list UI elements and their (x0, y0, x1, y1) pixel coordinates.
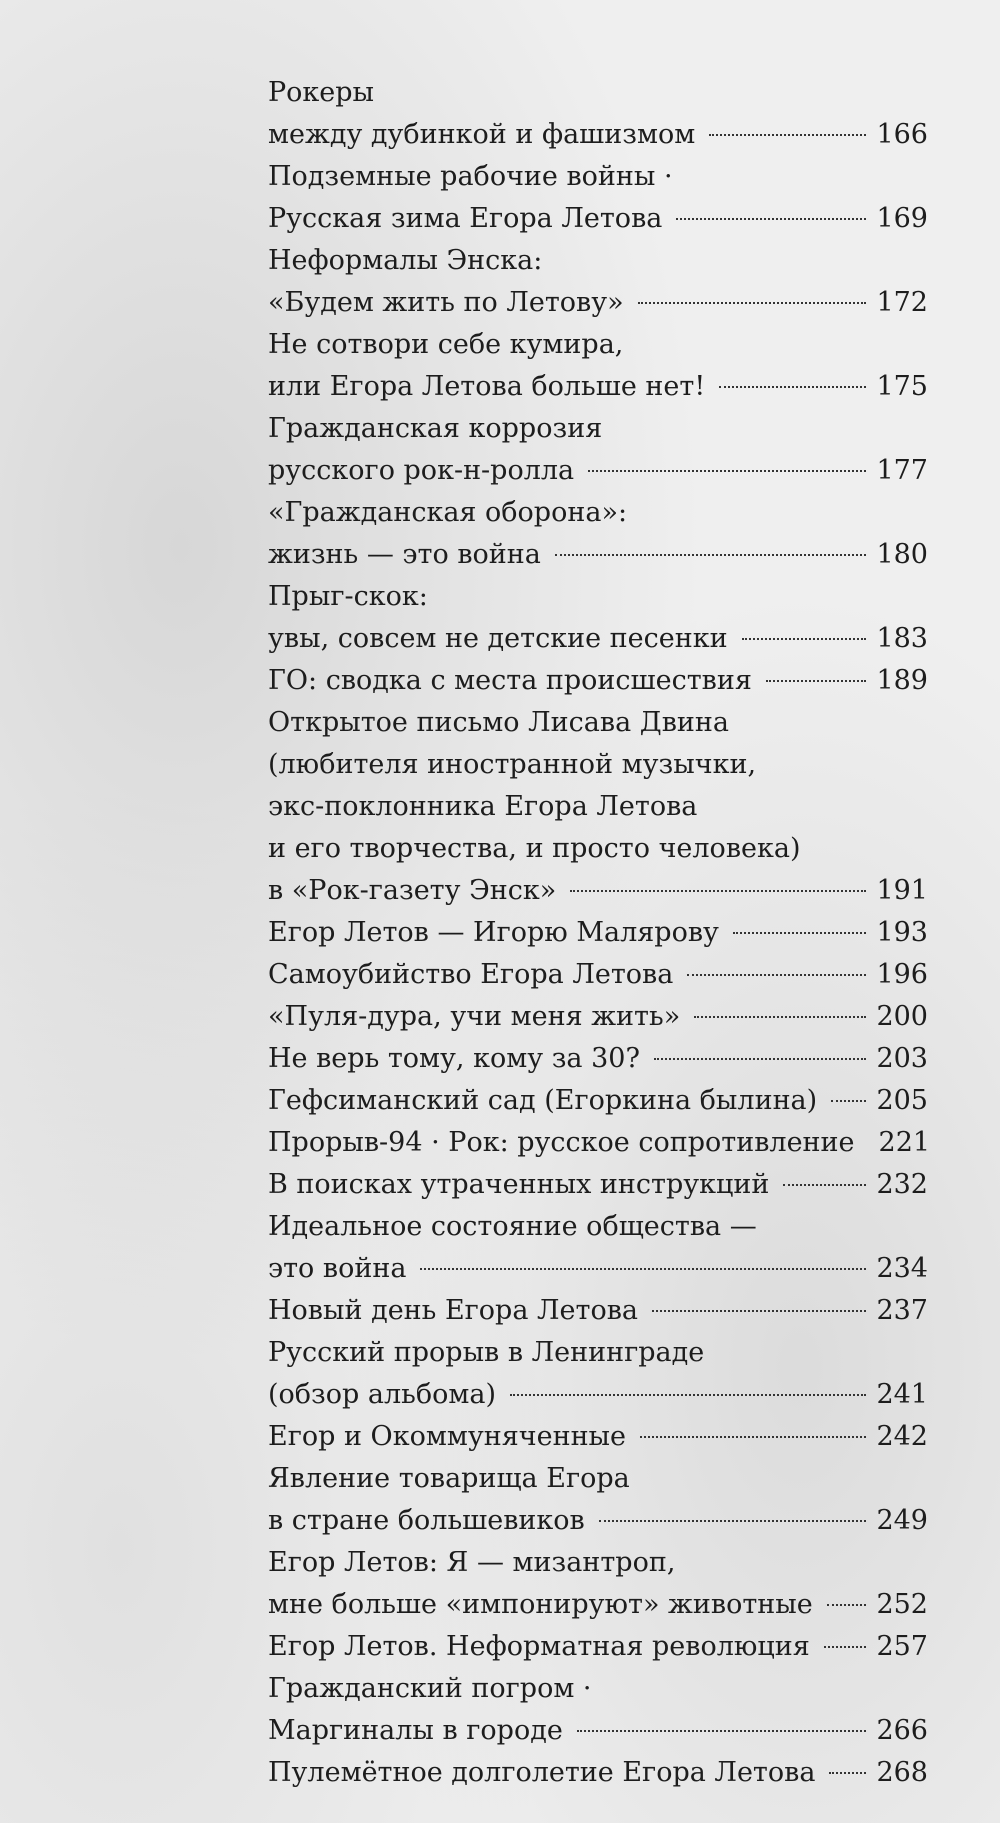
toc-entry-line (268, 114, 928, 156)
toc-entry-line (268, 1206, 928, 1248)
toc-page-number: 189 (876, 665, 928, 696)
dot-leader (652, 1310, 866, 1312)
toc-entry-title: Не сотвори себе кумира, (268, 329, 624, 360)
toc-entry-title: Подземные рабочие войны · (268, 161, 673, 192)
dot-leader (638, 302, 867, 304)
toc-entry[interactable] (268, 1122, 931, 1164)
toc-entry-title: Рокеры (268, 77, 375, 108)
toc-entry-line (268, 450, 928, 492)
toc-entry[interactable] (268, 1038, 928, 1080)
toc-entry-line (268, 282, 928, 324)
toc-entry-title: Пулемётное долголетие Егора Летова (268, 1757, 816, 1788)
toc-entry-title: Егор Летов — Игорю Малярову (268, 917, 719, 948)
toc-entry-line (268, 72, 928, 114)
dot-leader (766, 680, 867, 682)
toc-entry[interactable] (268, 1206, 928, 1290)
toc-entry[interactable] (268, 1626, 928, 1668)
toc-entry-title: Гефсиманский сад (Егоркина былина) (268, 1085, 818, 1116)
toc-page-number: 241 (876, 1379, 928, 1410)
toc-page-number: 268 (876, 1757, 928, 1788)
toc-page-number: 232 (876, 1169, 928, 1200)
toc-page-number: 172 (876, 287, 928, 318)
dot-leader (709, 134, 866, 136)
dot-leader (654, 1058, 867, 1060)
toc-entry-line (268, 492, 928, 534)
toc-page-number: 196 (876, 959, 928, 990)
toc-page-number: 249 (876, 1505, 928, 1536)
toc-entry-line (268, 198, 928, 240)
toc-entry-title: Маргиналы в городе (268, 1715, 563, 1746)
toc-entry[interactable] (268, 1080, 928, 1122)
toc-page-number: 234 (876, 1253, 928, 1284)
toc-entry[interactable] (268, 1164, 928, 1206)
toc-entry-title: «Будем жить по Летову» (268, 287, 624, 318)
toc-entry-title: это война (268, 1253, 407, 1284)
toc-entry-line (268, 240, 928, 282)
toc-entry-title: мне больше «импонируют» животные (268, 1589, 813, 1620)
toc-entry-line (268, 618, 928, 660)
toc-entry[interactable] (268, 702, 928, 912)
toc-page-number: 166 (876, 119, 928, 150)
toc-entry[interactable] (268, 912, 928, 954)
toc-entry-title: Гражданская коррозия (268, 413, 603, 444)
toc-entry-line (268, 1752, 928, 1794)
dot-leader (676, 218, 866, 220)
toc-entry-title: Гражданский погром · (268, 1673, 592, 1704)
toc-entry[interactable] (268, 1290, 928, 1332)
toc-entry-line (268, 408, 928, 450)
toc-entry-title: (обзор альбома) (268, 1379, 496, 1410)
toc-entry[interactable] (268, 954, 928, 996)
toc-entry-title: русского рок-н-ролла (268, 455, 575, 486)
toc-entry[interactable] (268, 1332, 928, 1416)
toc-entry-line (268, 912, 928, 954)
toc-page-number: 180 (876, 539, 928, 570)
toc-entry[interactable] (268, 324, 928, 408)
toc-entry-line (268, 1038, 928, 1080)
toc-entry-line (268, 702, 928, 744)
toc-entry-line (268, 1332, 928, 1374)
toc-entry-title: Открытое письмо Лисава Двина (268, 707, 729, 738)
toc-entry-title: Егор Летов. Неформатная революция (268, 1631, 810, 1662)
toc-entry-line (268, 1416, 928, 1458)
toc-entry-line (268, 828, 928, 870)
toc-page-number: 266 (876, 1715, 928, 1746)
toc-entry-title: Явление товарища Егора (268, 1463, 630, 1494)
toc-entry-title: Новый день Егора Летова (268, 1295, 639, 1326)
toc-entry[interactable] (268, 1752, 928, 1794)
toc-page-number: 200 (876, 1001, 928, 1032)
toc-entry[interactable] (268, 660, 928, 702)
toc-page-number: 237 (876, 1295, 928, 1326)
dot-leader (420, 1268, 866, 1270)
toc-entry-line (268, 660, 928, 702)
toc-entry-title: Егор Летов: Я — мизантроп, (268, 1547, 676, 1578)
toc-entry[interactable] (268, 240, 928, 324)
dot-leader (555, 554, 867, 556)
toc-page-number: 175 (876, 371, 928, 402)
toc-entry-line (268, 1458, 928, 1500)
toc-entry-line (268, 1542, 928, 1584)
toc-entry-line (268, 1122, 931, 1164)
toc-entry-title: между дубинкой и фашизмом (268, 119, 696, 150)
toc-entry-line (268, 156, 928, 198)
toc-entry-title: в «Рок-газету Энск» (268, 875, 557, 906)
toc-entry-line (268, 1164, 928, 1206)
toc-entry-line (268, 1248, 928, 1290)
toc-entry-title: и его творчества, и просто человека) (268, 833, 801, 864)
toc-entry-title: Идеальное состояние общества — (268, 1211, 757, 1242)
toc-entry-title: Самоубийство Егора Летова (268, 959, 674, 990)
toc-entry-line (268, 1668, 928, 1710)
toc-entry-line (268, 534, 928, 576)
dot-leader (577, 1730, 867, 1732)
toc-entry-line (268, 870, 928, 912)
toc-page-number: 205 (876, 1085, 928, 1116)
dot-leader (510, 1394, 866, 1396)
toc-entry-line (268, 744, 928, 786)
toc-entry-title: в стране большевиков (268, 1505, 585, 1536)
toc-entry-title: Русская зима Егора Летова (268, 203, 663, 234)
toc-entry[interactable] (268, 1416, 928, 1458)
toc-entry-line (268, 324, 928, 366)
toc-entry[interactable] (268, 996, 928, 1038)
toc-entry-line (268, 1500, 928, 1542)
dot-leader (742, 638, 867, 640)
dot-leader (827, 1604, 867, 1606)
toc-entry-title: Неформалы Энска: (268, 245, 543, 276)
toc-entry[interactable] (268, 408, 928, 492)
toc-entry-title: Прыг-скок: (268, 581, 428, 612)
toc-page-number: 183 (876, 623, 928, 654)
toc-entry-line (268, 786, 928, 828)
dot-leader (694, 1016, 866, 1018)
toc-entry-title: или Егора Летова больше нет! (268, 371, 706, 402)
toc-page-number: 169 (876, 203, 928, 234)
toc-entry-title: (любителя иностранной музычки, (268, 749, 757, 780)
toc-entry-title: «Гражданская оборона»: (268, 497, 628, 528)
dot-leader (719, 386, 866, 388)
toc-entry-title: Егор и Окоммуняченные (268, 1421, 627, 1452)
toc-entry-line (268, 1080, 928, 1122)
dot-leader (570, 890, 866, 892)
dot-leader (640, 1436, 866, 1438)
dot-leader (599, 1520, 867, 1522)
toc-page-number: 203 (876, 1043, 928, 1074)
dot-leader (687, 974, 866, 976)
dot-leader (733, 932, 867, 934)
toc-page-number: 193 (876, 917, 928, 948)
toc-entry-title: В поисках утраченных инструкций (268, 1169, 770, 1200)
dot-leader (829, 1772, 866, 1774)
toc-page-number: 191 (876, 875, 928, 906)
toc-entry-line (268, 1626, 928, 1668)
dot-leader (831, 1100, 866, 1102)
toc-entry-line (268, 996, 928, 1038)
toc-page-number: 177 (876, 455, 928, 486)
toc-entry[interactable] (268, 1542, 928, 1626)
toc-entry-title: «Пуля-дура, учи меня жить» (268, 1001, 681, 1032)
dot-leader (824, 1646, 867, 1648)
toc-entry-title: ГО: сводка с места происшествия (268, 665, 752, 696)
toc-page-number: 252 (876, 1589, 928, 1620)
toc-entry-title: Прорыв-94 · Рок: русское сопротивление (268, 1127, 855, 1158)
dot-leader (783, 1184, 866, 1186)
toc-entry-title: Русский прорыв в Ленинграде (268, 1337, 705, 1368)
toc-entry-line (268, 1290, 928, 1332)
toc-entry[interactable] (268, 492, 928, 576)
table-of-contents (268, 72, 931, 1794)
dot-leader (588, 470, 866, 472)
toc-entry-title: увы, совсем не детские песенки (268, 623, 728, 654)
toc-page-number: 242 (876, 1421, 928, 1452)
toc-entry[interactable] (268, 576, 928, 660)
toc-entry-line (268, 576, 928, 618)
toc-entry-title: Не верь тому, кому за 30? (268, 1043, 640, 1074)
toc-entry-title: экс-поклонника Егора Летова (268, 791, 698, 822)
toc-entry-line (268, 366, 928, 408)
toc-entry-line (268, 1584, 928, 1626)
toc-page-number: 257 (876, 1631, 928, 1662)
toc-entry[interactable] (268, 1668, 928, 1752)
toc-entry-line (268, 1374, 928, 1416)
toc-entry[interactable] (268, 1458, 928, 1542)
toc-entry-line (268, 954, 928, 996)
toc-entry[interactable] (268, 156, 928, 240)
toc-entry-title: жизнь — это война (268, 539, 541, 570)
toc-entry-line (268, 1710, 928, 1752)
toc-entry[interactable] (268, 72, 928, 156)
toc-page-number: 221 (878, 1127, 931, 1158)
